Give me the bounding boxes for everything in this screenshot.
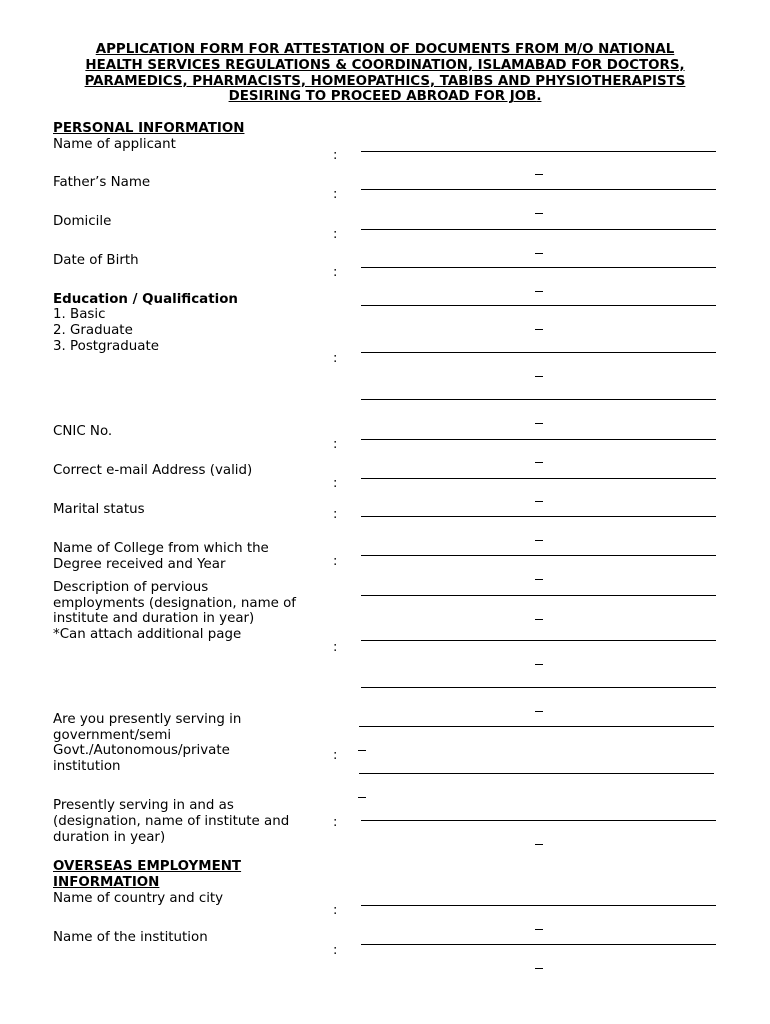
dob-field[interactable]	[361, 267, 716, 268]
name-label: Name of applicant	[53, 137, 176, 152]
college-field[interactable]	[361, 555, 716, 556]
education-item-basic: 1. Basic	[53, 307, 106, 322]
father-field-dash	[535, 213, 543, 214]
serving-label-line-1: Are you presently serving in	[53, 712, 242, 727]
title-line-4-text: DESIRING TO PROCEED ABROAD FOR JOB	[228, 89, 537, 105]
serving-field-2[interactable]	[359, 773, 714, 774]
present-role-label-line-3: duration in year)	[53, 830, 166, 845]
email-label: Correct e-mail Address (valid)	[53, 463, 253, 478]
title-line-4	[50, 89, 720, 105]
previous-employment-dash-3	[535, 711, 543, 712]
marital-colon: :	[333, 507, 338, 522]
college-label-line-1: Name of College from which the	[53, 541, 269, 556]
name-colon: :	[333, 148, 338, 163]
education-colon: :	[333, 351, 338, 366]
serving-label-line-4: institution	[53, 759, 121, 774]
college-field-dash	[535, 579, 543, 580]
education-basic-dash	[535, 329, 543, 330]
cnic-field-dash	[535, 462, 543, 463]
serving-field-1[interactable]	[359, 726, 714, 727]
country-city-label: Name of country and city	[53, 891, 224, 906]
college-colon: :	[333, 554, 338, 569]
title-line-2: HEALTH SERVICES REGULATIONS & COORDINATION, ISLAMABAD FOR DOCTORS,	[85, 57, 685, 73]
present-role-field[interactable]	[361, 820, 716, 821]
overseas-heading-line-1: OVERSEAS EMPLOYMENT	[53, 859, 242, 874]
email-colon: :	[333, 476, 338, 491]
title-period: .	[536, 89, 542, 105]
title-line-1: APPLICATION FORM FOR ATTESTATION OF DOCUMENTS FROM M/O NATIONAL	[95, 42, 675, 57]
father-colon: :	[333, 187, 338, 202]
serving-dash-1	[358, 750, 366, 751]
institution-dash	[535, 968, 543, 969]
serving-label-line-3: Govt./Autonomous/private	[53, 743, 230, 758]
present-role-dash	[535, 844, 543, 845]
name-field[interactable]	[361, 151, 716, 152]
previous-employment-colon: :	[333, 640, 338, 655]
education-field-basic[interactable]	[361, 305, 716, 306]
dob-field-dash	[535, 291, 543, 292]
education-item-postgraduate: 3. Postgraduate	[53, 339, 159, 354]
previous-employment-label-line-4: *Can attach additional page	[53, 627, 242, 642]
domicile-label: Domicile	[53, 214, 112, 229]
cnic-label: CNIC No.	[53, 424, 113, 439]
education-postgraduate-dash	[535, 423, 543, 424]
college-label-line-2: Degree received and Year	[53, 557, 226, 572]
title-line-3: PARAMEDICS, PHARMACISTS, HOMEOPATHICS, TABIBS AND PHYSIOTHERAPISTS	[84, 73, 686, 89]
institution-field[interactable]	[361, 944, 716, 945]
domicile-field-dash	[535, 253, 543, 254]
previous-employment-label-line-1: Description of pervious	[53, 580, 209, 595]
country-city-field[interactable]	[361, 905, 716, 906]
serving-dash-2	[358, 797, 366, 798]
domicile-colon: :	[333, 227, 338, 242]
country-city-dash	[535, 929, 543, 930]
dob-colon: :	[333, 265, 338, 280]
dob-label: Date of Birth	[53, 253, 139, 268]
present-role-label-line-1: Presently serving in and as	[53, 798, 234, 813]
present-role-label-line-2: (designation, name of institute and	[53, 814, 290, 829]
serving-colon: :	[333, 748, 338, 763]
personal-info-heading: PERSONAL INFORMATION	[53, 121, 245, 136]
education-item-graduate: 2. Graduate	[53, 323, 133, 338]
cnic-field[interactable]	[361, 439, 716, 440]
father-label: Father’s Name	[53, 175, 151, 190]
previous-employment-dash-1	[535, 619, 543, 620]
country-city-colon: :	[333, 903, 338, 918]
email-field[interactable]	[361, 478, 716, 479]
education-field-graduate[interactable]	[361, 352, 716, 353]
previous-employment-dash-2	[535, 664, 543, 665]
serving-label-line-2: government/semi	[53, 728, 172, 743]
previous-employment-label-line-2: employments (designation, name of	[53, 596, 297, 611]
marital-label: Marital status	[53, 502, 145, 517]
education-field-postgraduate[interactable]	[361, 399, 716, 400]
email-field-dash	[535, 501, 543, 502]
name-field-dash	[535, 174, 543, 175]
education-graduate-dash	[535, 376, 543, 377]
education-label: Education / Qualification	[53, 292, 238, 307]
form-title	[50, 42, 720, 105]
marital-field-dash	[535, 540, 543, 541]
father-field[interactable]	[361, 189, 716, 190]
previous-employment-field-1[interactable]	[361, 595, 716, 596]
domicile-field[interactable]	[361, 229, 716, 230]
institution-label: Name of the institution	[53, 930, 208, 945]
present-role-colon: :	[333, 815, 338, 830]
overseas-heading-line-2: INFORMATION	[53, 875, 160, 890]
cnic-colon: :	[333, 437, 338, 452]
previous-employment-label-line-3: institute and duration in year)	[53, 611, 255, 626]
previous-employment-field-3[interactable]	[361, 687, 716, 688]
previous-employment-field-2[interactable]	[361, 640, 716, 641]
institution-colon: :	[333, 943, 338, 958]
marital-field[interactable]	[361, 516, 716, 517]
